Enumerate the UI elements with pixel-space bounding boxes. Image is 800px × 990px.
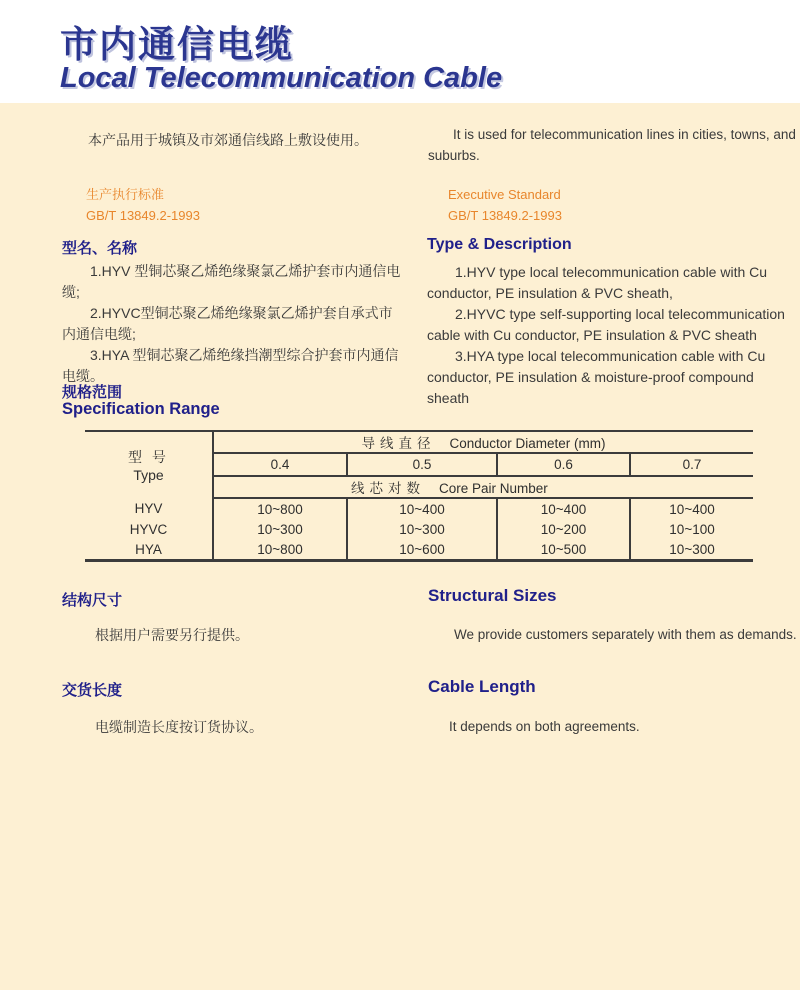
row-value: 10~300: [347, 519, 497, 539]
standard-label-en: Executive Standard: [448, 187, 561, 202]
section-heading-length-zh: 交货长度: [62, 682, 123, 699]
section-heading-spec-en: Specification Range: [62, 400, 220, 418]
intro-paragraph-zh: 本产品用于城镇及市郊通信线路上敷设使用。: [88, 132, 368, 148]
type-list-zh: [62, 261, 404, 387]
intro-paragraph-en: It is used for telecommunication lines in cities, towns, and suburbs.: [428, 127, 796, 163]
table-header-pair: [213, 476, 753, 498]
length-body-en: It depends on both agreements.: [449, 719, 640, 734]
table-header-diameter: [213, 431, 753, 453]
table-header-pair-zh: 线芯对数: [351, 481, 425, 496]
diameter-value: 0.6: [497, 453, 630, 476]
type-item-en: 1.HYV type local telecommunication cable with Cu conductor, PE insulation & PVC sheath,: [427, 264, 768, 301]
executive-standard-zh: [86, 184, 200, 226]
standard-value-en: GB/T 13849.2-1993: [448, 208, 562, 223]
row-value: 10~200: [497, 519, 630, 539]
length-body-zh: 电缆制造长度按订货协议。: [95, 719, 263, 735]
table-header-pair-en: Core Pair Number: [439, 481, 548, 496]
row-value: 10~800: [213, 539, 347, 561]
row-value: 10~300: [213, 519, 347, 539]
row-value: 10~400: [630, 498, 753, 519]
type-list-en: [427, 262, 799, 409]
type-item-zh: 1.HYV 型铜芯聚乙烯绝缘聚氯乙烯护套市内通信电缆;: [62, 263, 401, 300]
structure-body-en: We provide customers separately with them as demands.: [454, 627, 797, 642]
row-value: 10~800: [213, 498, 347, 519]
spec-table-container: [85, 430, 753, 562]
row-value: 10~400: [497, 498, 630, 519]
type-item-en: 3.HYA type local telecommunication cable with Cu conductor, PE insulation & moisture-proof compound sheath: [427, 348, 766, 406]
structure-body-zh: 根据用户需要另行提供。: [95, 627, 249, 643]
section-heading-structure-zh: 结构尺寸: [62, 592, 123, 609]
diameter-value: 0.7: [630, 453, 753, 476]
row-value: 10~500: [497, 539, 630, 561]
table-header-type-en: Type: [133, 467, 164, 483]
executive-standard-en: [448, 184, 562, 226]
type-item-en: 2.HYVC type self-supporting local telecommunication cable with Cu conductor, PE insulation & PVC sheath: [427, 306, 785, 343]
row-value: 10~300: [630, 539, 753, 561]
table-header-type: [85, 431, 213, 498]
standard-value-zh: GB/T 13849.2-1993: [86, 208, 200, 223]
section-heading-length-en: Cable Length: [428, 677, 536, 696]
table-header-type-zh: 型 号: [128, 449, 169, 465]
type-item-zh: 3.HYA 型铜芯聚乙烯绝缘挡潮型综合护套市内通信电缆。: [62, 347, 399, 384]
section-heading-type-zh: 型名、名称: [62, 240, 138, 257]
row-value: 10~400: [347, 498, 497, 519]
section-heading-type-en: Type & Description: [427, 236, 572, 253]
spec-table: [85, 430, 753, 562]
diameter-value: 0.5: [347, 453, 497, 476]
diameter-value: 0.4: [213, 453, 347, 476]
section-heading-structure-en: Structural Sizes: [428, 586, 557, 605]
row-value: 10~600: [347, 539, 497, 561]
section-heading-spec-zh: 规格范围: [62, 384, 123, 401]
row-type: HYVC: [129, 521, 168, 537]
row-type: HYV: [134, 501, 163, 516]
table-header-diameter-en: Conductor Diameter (mm): [449, 436, 606, 451]
row-type: HYA: [135, 541, 162, 557]
standard-label-zh: 生产执行标准: [86, 187, 165, 202]
type-item-zh: 2.HYVC型铜芯聚乙烯绝缘聚氯乙烯护套自承式市内通信电缆;: [62, 305, 393, 342]
row-value: 10~100: [630, 519, 753, 539]
table-header-diameter-zh: 导线直径: [361, 436, 436, 451]
page-title-en: Local Telecommunication Cable: [60, 62, 503, 94]
page-title-zh: 市内通信电缆: [60, 24, 294, 65]
